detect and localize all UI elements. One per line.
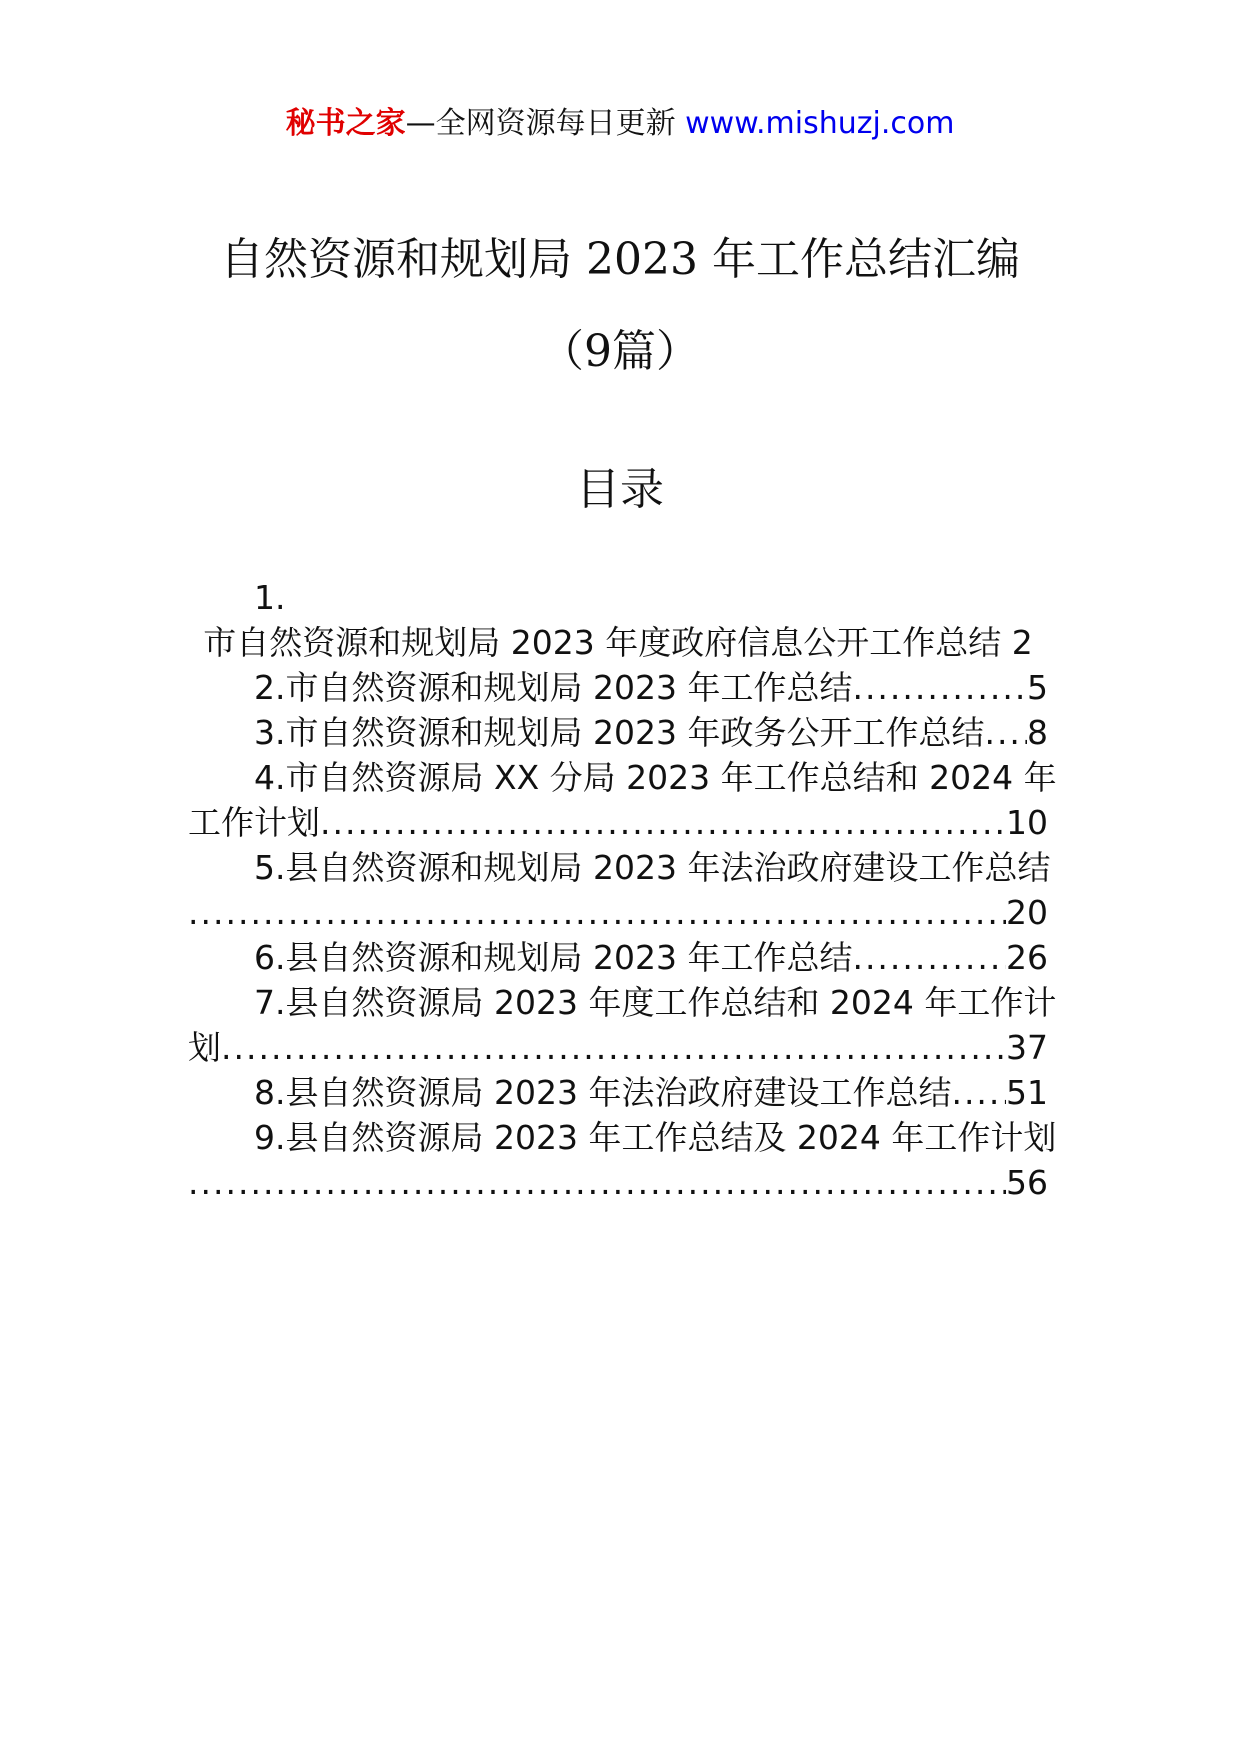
- dot-leader: [951, 1070, 1006, 1115]
- document-title: [0, 230, 1240, 290]
- toc-entry-title: 3.市自然资源和规划局 2023 年政务公开工作总结: [254, 713, 985, 752]
- site-header: [0, 104, 1240, 144]
- subtitle-close-paren: ）: [656, 326, 700, 377]
- toc-entry-9-line2[interactable]: [188, 1160, 1048, 1205]
- site-link[interactable]: www.mishuzj.com: [685, 106, 955, 141]
- toc-entry-1-title[interactable]: 市自然资源和规划局 2023 年度政府信息公开工作总结 2: [203, 623, 1033, 662]
- toc-entry-1-number[interactable]: 1.: [254, 578, 286, 617]
- toc-entry-page: 37: [1006, 1028, 1048, 1067]
- toc-entry-title: 划: [188, 1028, 221, 1067]
- toc-entry-title: 8.县自然资源局 2023 年法治政府建设工作总结: [254, 1073, 952, 1112]
- title-part1: 自然资源和规划局: [220, 234, 572, 285]
- dot-leader: [188, 1160, 1006, 1205]
- title-part2: 年工作总结汇编: [711, 234, 1020, 285]
- toc-entry-page: 56: [1006, 1163, 1048, 1202]
- toc-entry-7-line2[interactable]: [188, 1025, 1048, 1070]
- toc-entry-page: 20: [1006, 893, 1048, 932]
- toc-entry-title: 2.市自然资源和规划局 2023 年工作总结: [254, 668, 853, 707]
- dot-leader: [852, 665, 1027, 710]
- title-year: 2023: [586, 234, 698, 285]
- toc-entry-title: 6.县自然资源和规划局 2023 年工作总结: [254, 938, 853, 977]
- toc-entry-4-line2[interactable]: [188, 800, 1048, 845]
- brand-name: 秘书之家: [285, 106, 406, 141]
- subtitle-count: 9: [584, 326, 612, 377]
- dot-leader: [188, 890, 1006, 935]
- toc-entry-page: 8: [1027, 713, 1048, 752]
- toc-entry-5-line1[interactable]: 5.县自然资源和规划局 2023 年法治政府建设工作总结: [254, 848, 1051, 887]
- table-of-contents: [188, 575, 1057, 1205]
- toc-entry-page: 51: [1006, 1073, 1048, 1112]
- dot-leader: [320, 800, 1006, 845]
- toc-entry-page: 10: [1006, 803, 1048, 842]
- subtitle-word: 篇: [612, 326, 656, 377]
- subtitle-open-paren: （: [540, 326, 584, 377]
- document-subtitle: [0, 322, 1240, 382]
- toc-entry-9-line1[interactable]: 9.县自然资源局 2023 年工作总结及 2024 年工作计划: [254, 1118, 1057, 1157]
- toc-entry-7-line1[interactable]: 7.县自然资源局 2023 年度工作总结和 2024 年工作计: [254, 983, 1057, 1022]
- toc-entry-3[interactable]: [188, 710, 1048, 755]
- toc-entry-5-line2[interactable]: [188, 890, 1048, 935]
- toc-entry-title: 工作计划: [188, 803, 320, 842]
- toc-entry-2[interactable]: [188, 665, 1048, 710]
- dot-leader: [852, 935, 1006, 980]
- dot-leader: [221, 1025, 1006, 1070]
- toc-entry-6[interactable]: [188, 935, 1048, 980]
- dot-leader: [984, 710, 1027, 755]
- toc-entry-page: 26: [1006, 938, 1048, 977]
- header-slogan: —全网资源每日更新: [405, 106, 676, 141]
- toc-entry-8[interactable]: [188, 1070, 1048, 1115]
- toc-heading: 目录: [576, 464, 664, 515]
- toc-entry-page: 5: [1027, 668, 1048, 707]
- toc-entry-4-line1[interactable]: 4.市自然资源局 XX 分局 2023 年工作总结和 2024 年: [254, 758, 1057, 797]
